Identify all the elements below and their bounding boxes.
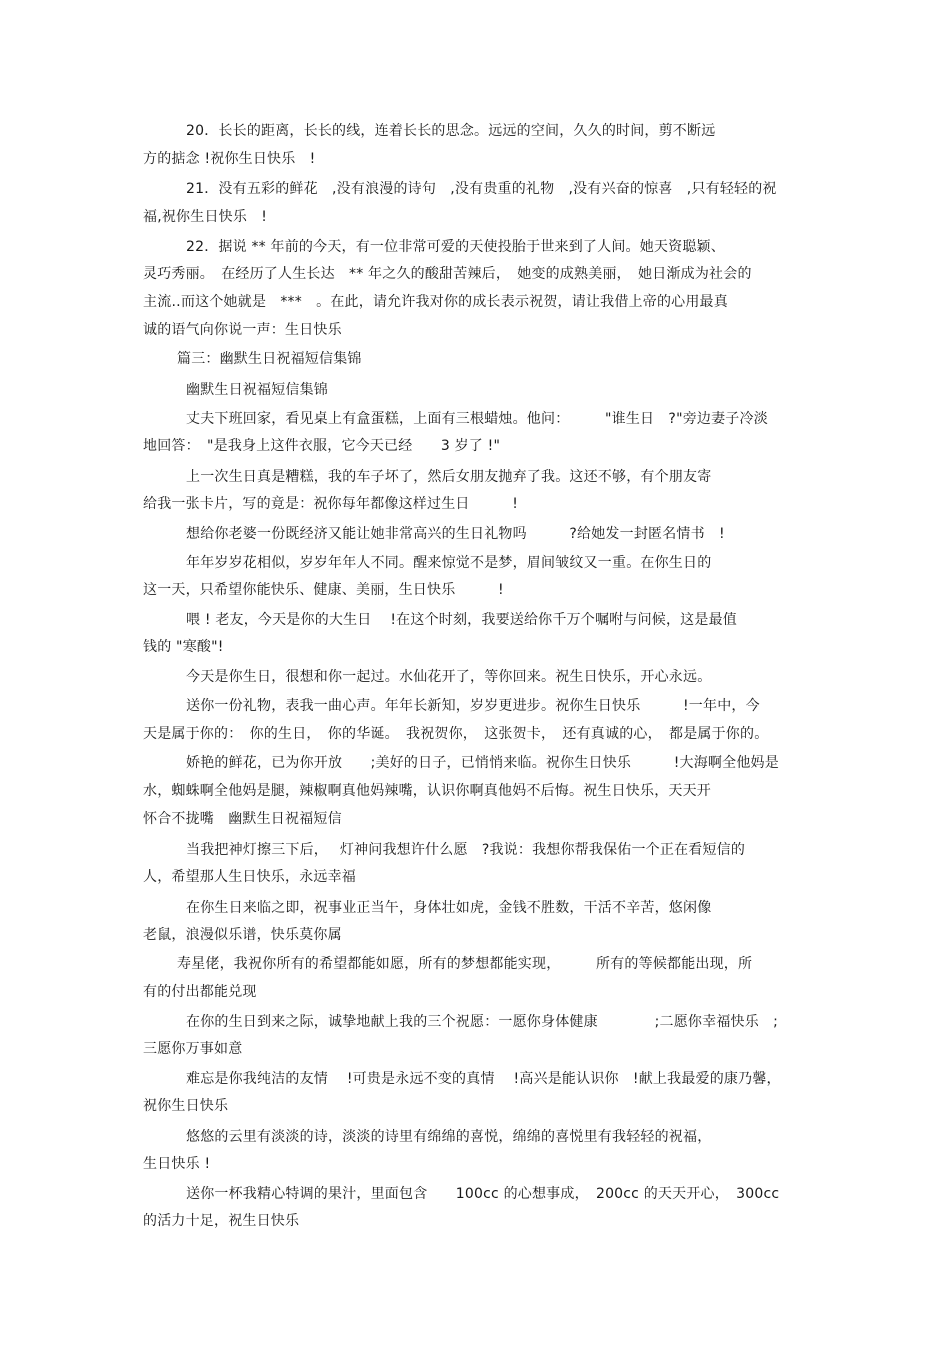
text-line: 福,祝你生日快乐 !: [143, 209, 268, 225]
text-line: 20．长长的距离，长长的线，连着长长的思念。远远的空间，久久的时间，剪不断远: [186, 123, 716, 139]
text-line: 当我把神灯擦三下后， 灯神问我想许什么愿 ?我说：我想你帮我保佑一个正在看短信的: [186, 842, 746, 858]
text-line: 在你生日来临之即，祝事业正当午，身体壮如虎，金钱不胜数，干活不辛苦，悠闲像: [186, 900, 712, 916]
text-line: 水，蜘蛛啊全他妈是腿，辣椒啊真他妈辣嘴，认识你啊真他妈不后悔。祝生日快乐，天天开: [143, 783, 711, 799]
text-line: 今天是你生日，很想和你一起过。水仙花开了，等你回来。祝生日快乐，开心永远。: [186, 669, 712, 685]
text-line: 娇艳的鲜花，已为你开放 ;美好的日子，已悄悄来临。祝你生日快乐 !大海啊全他妈是: [186, 755, 779, 771]
text-line: 老鼠，浪漫似乐谱，快乐莫你属: [143, 927, 342, 943]
text-line: 的活力十足，祝生日快乐: [143, 1213, 300, 1229]
text-line: 灵巧秀丽。 在经历了人生长达 ** 年之久的酸甜苦辣后， 她变的成熟美丽， 她日渐成为社会的: [143, 266, 752, 282]
text-line: 送你一份礼物，表我一曲心声。年年长新知，岁岁更进步。祝你生日快乐 !一年中，今: [186, 698, 760, 714]
text-line: 难忘是你我纯洁的友情 !可贵是永远不变的真情 !高兴是能认识你 !献上我最爱的康乃馨，: [186, 1071, 781, 1087]
text-line: 方的掂念 !祝你生日快乐 !: [143, 151, 316, 167]
text-line: 三愿你万事如意: [143, 1041, 243, 1057]
text-line: 怀合不拢嘴 幽默生日祝福短信: [143, 811, 342, 827]
text-line: 地回答： "是我身上这件衣服，它今天已经 3 岁了 !": [143, 438, 501, 454]
text-line: 主流‥而这个她就是 *** 。在此，请允许我对你的成长表示祝贺，请让我借上帝的心用最真: [143, 294, 728, 310]
text-line: 天是属于你的： 你的生日， 你的华诞。 我祝贺你， 这张贺卡， 还有真诚的心， 都是属于你的。: [143, 726, 769, 742]
text-line: 这一天，只希望你能快乐、健康、美丽，生日快乐 !: [143, 582, 504, 598]
section-title: 幽默生日祝福短信集锦: [186, 382, 328, 398]
text-line: 寿星佬，我祝你所有的希望都能如愿，所有的梦想都能实现， 所有的等候都能出现，所: [177, 956, 753, 972]
text-line: 钱的 "寒酸"!: [143, 639, 224, 655]
text-line: 诚的语气向你说一声：生日快乐: [143, 322, 342, 338]
section-heading: 篇三：幽默生日祝福短信集锦: [177, 351, 362, 367]
text-line: 21．没有五彩的鲜花 ,没有浪漫的诗句 ,没有贵重的礼物 ,没有兴奋的惊喜 ,只有轻轻的祝: [186, 181, 777, 197]
text-line: 生日快乐 !: [143, 1156, 211, 1172]
text-line: 年年岁岁花相似，岁岁年年人不同。醒来惊觉不是梦，眉间皱纹又一重。在你生日的: [186, 555, 712, 571]
text-line: 想给你老婆一份既经济又能让她非常高兴的生日礼物吗 ?给她发一封匿名情书 !: [186, 526, 725, 542]
text-line: 人，希望那人生日快乐，永远幸福: [143, 869, 356, 885]
text-line: 22．据说 ** 年前的今天，有一位非常可爱的天使投胎于世来到了人间。她天资聪颖、: [186, 239, 725, 255]
text-line: 送你一杯我精心特调的果汁，里面包含 100cc 的心想事成， 200cc 的天天开心， 300cc: [186, 1186, 780, 1202]
text-line: 丈夫下班回家，看见桌上有盒蛋糕，上面有三根蜡烛。他问： "谁生日 ?"旁边妻子冷淡: [186, 411, 768, 427]
text-line: 上一次生日真是糟糕，我的车子坏了，然后女朋友抛弃了我。这还不够，有个朋友寄: [186, 469, 712, 485]
text-line: 祝你生日快乐: [143, 1098, 229, 1114]
text-line: 有的付出都能兑现: [143, 984, 257, 1000]
text-line: 给我一张卡片，写的竟是：祝你每年都像这样过生日 !: [143, 496, 519, 512]
text-line: 悠悠的云里有淡淡的诗，淡淡的诗里有绵绵的喜悦，绵绵的喜悦里有我轻轻的祝福，: [186, 1129, 712, 1145]
text-line: 喂 ! 老友，今天是你的大生日 !在这个时刻，我要送给你千万个嘱咐与问候，这是最值: [186, 612, 737, 628]
text-line: 在你的生日到来之际，诚挚地献上我的三个祝愿：一愿你身体健康 ;二愿你幸福快乐 ;: [186, 1014, 779, 1030]
